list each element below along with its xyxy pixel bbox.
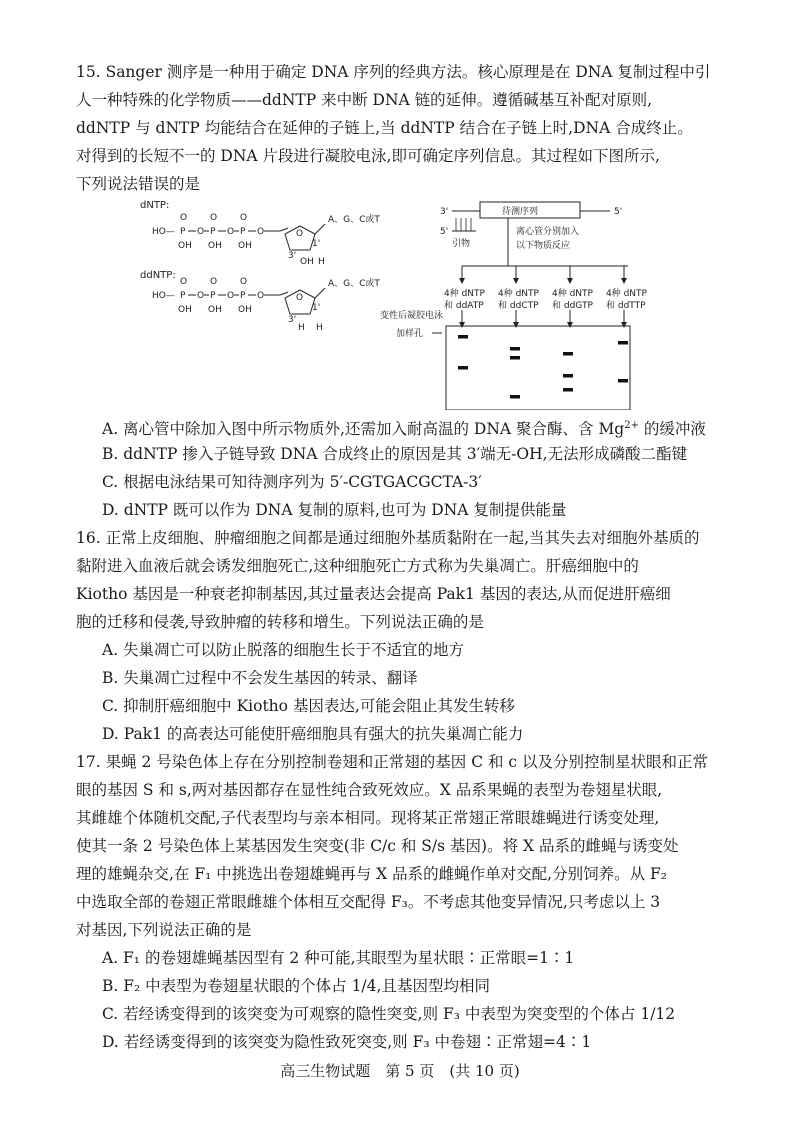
ddntp-label: ddNTP: bbox=[140, 270, 176, 281]
ddntp-bo1: O bbox=[197, 291, 205, 301]
dntp-1prime: 1' bbox=[312, 239, 321, 249]
ddntp-oh1: OH bbox=[178, 305, 192, 315]
page-footer: 高三生物试题 第 5 页 (共 10 页) bbox=[280, 1062, 520, 1080]
dntp-o1: O bbox=[180, 213, 188, 223]
ddntp-3prime: 3' bbox=[288, 315, 297, 325]
q15-line-3: ddNTP 与 dNTP 均能结合在延伸的子链上,当 ddNTP 结合在子链上时,DNA 合成终止。 bbox=[76, 119, 693, 137]
dntp-p1: P bbox=[180, 227, 186, 237]
q15-option-a-text: A. 离心管中除加入图中所示物质外,还需加入耐高温的 DNA 聚合酶、含 Mg bbox=[102, 420, 625, 439]
band-a2 bbox=[458, 366, 468, 370]
primer-5end: 5' bbox=[440, 227, 449, 237]
template-3end: 3' bbox=[440, 207, 449, 217]
band-c1 bbox=[510, 347, 520, 351]
q17-line-2: 眼的基因 S 和 s,两对基因都存在显性纯合致死效应。X 品系果蝇的表型为卷翅星状眼, bbox=[76, 781, 663, 799]
ddntp-o2: O bbox=[210, 277, 218, 287]
dntp-bo2: O bbox=[227, 227, 235, 237]
lane-g-bottom: 和 ddGTP bbox=[552, 301, 593, 311]
q17-line-7: 对基因,下列说法正确的是 bbox=[76, 921, 252, 939]
band-t1 bbox=[618, 341, 628, 345]
q17-line-6: 中选取全部的卷翅正常眼雌雄个体相互交配得 F₃。不考虑其他变异情况,只考虑以上 3 bbox=[76, 893, 661, 911]
sanger-diagram bbox=[140, 196, 660, 410]
ddntp-structure bbox=[152, 277, 380, 333]
dntp-3prime: 3' bbox=[288, 251, 297, 261]
lane-t-bottom: 和 ddTTP bbox=[606, 301, 646, 311]
q16-option-c: C. 抑制肝癌细胞中 Kiotho 基因表达,可能会阻止其发生转移 bbox=[102, 697, 515, 715]
ddntp-oh2: OH bbox=[208, 305, 222, 315]
ddntp-oh3: OH bbox=[238, 305, 252, 315]
ddntp-3h: H bbox=[298, 323, 305, 333]
q15-line-1: 15. Sanger 测序是一种用于确定 DNA 序列的经典方法。核心原理是在 DNA 复制过程中引 bbox=[76, 63, 711, 81]
ddntp-p1: P bbox=[180, 291, 186, 301]
gel-label: 变性后凝胶电泳 bbox=[380, 311, 444, 321]
lane-c-bottom: 和 ddCTP bbox=[498, 301, 539, 311]
ddntp-base: A、G、C或T bbox=[328, 279, 380, 289]
template-strand bbox=[380, 202, 648, 410]
dntp-bo3: O bbox=[257, 227, 265, 237]
band-t2 bbox=[618, 379, 628, 383]
lane-g-top: 4种 dNTP bbox=[552, 289, 593, 299]
q16-option-a: A. 失巢凋亡可以防止脱落的细胞生长于不适宜的地方 bbox=[102, 641, 465, 659]
q15-option-a bbox=[102, 416, 706, 439]
ddntp-ring-o: O bbox=[296, 293, 304, 303]
q17-option-d: D. 若经诱变得到的该突变为隐性致死突变,则 F₃ 中卷翅∶正常翅=4∶1 bbox=[102, 1033, 592, 1051]
q16-option-d: D. Pak1 的高表达可能使肝癌细胞具有强大的抗失巢凋亡能力 bbox=[102, 725, 524, 743]
template-5end: 5' bbox=[614, 207, 623, 217]
q15-line-4: 对得到的长短不一的 DNA 片段进行凝胶电泳,即可确定序列信息。其过程如下图所示, bbox=[76, 147, 660, 165]
q16-line-2: 黏附进入血液后就会诱发细胞死亡,这种细胞死亡方式称为失巢凋亡。肝癌细胞中的 bbox=[76, 557, 639, 575]
band-c2 bbox=[510, 356, 520, 360]
ddntp-1prime: 1' bbox=[312, 303, 321, 313]
dntp-p2: P bbox=[210, 227, 216, 237]
q16-option-b: B. 失巢凋亡过程中不会发生基因的转录、翻译 bbox=[102, 669, 418, 687]
q17-option-b: B. F₂ 中表型为卷翅星状眼的个体占 1/4,且基因型均相同 bbox=[102, 977, 490, 995]
band-a1 bbox=[458, 335, 468, 339]
tube-label: 离心管分别加入 bbox=[516, 227, 580, 237]
well-label: 加样孔 bbox=[396, 329, 424, 339]
q15-option-a-tail: 的缓冲液 bbox=[638, 420, 706, 439]
ddntp-p2: P bbox=[210, 291, 216, 301]
ddntp-bo3: O bbox=[257, 291, 265, 301]
q16-line-1: 16. 正常上皮细胞、肿瘤细胞之间都是通过细胞外基质黏附在一起,当其失去对细胞外基质的 bbox=[76, 529, 700, 547]
dntp-structure bbox=[152, 213, 380, 267]
q16-line-4: 胞的迁移和侵袭,导致肿瘤的转移和增生。下列说法正确的是 bbox=[76, 613, 484, 631]
dntp-oh2: OH bbox=[208, 241, 222, 251]
dntp-oh1: OH bbox=[178, 241, 192, 251]
ddntp-o3: O bbox=[240, 277, 248, 287]
q15-line-2: 人一种特殊的化学物质——ddNTP 来中断 DNA 链的延伸。遵循碱基互补配对原则, bbox=[76, 91, 653, 109]
dntp-label: dNTP: bbox=[140, 200, 170, 211]
ddntp-2h: H bbox=[316, 323, 323, 333]
ddntp-bo2: O bbox=[227, 291, 235, 301]
band-g2 bbox=[563, 374, 573, 378]
q17-line-3: 其雌雄个体随机交配,子代表型均与亲本相同。现将某正常翅正常眼雄蝇进行诱变处理, bbox=[76, 809, 660, 827]
q17-line-4: 使其一条 2 号染色体上某基因发生突变(非 C/c 和 S/s 基因)。将 X 品系的雌蝇与诱变处 bbox=[76, 837, 679, 855]
dntp-3oh: OH bbox=[300, 257, 314, 267]
q15-option-b: B. ddNTP 掺入子链导致 DNA 合成终止的原因是其 3′端无-OH,无法形成磷酸二酯键 bbox=[102, 445, 688, 463]
lane-t-top: 4种 dNTP bbox=[606, 289, 647, 299]
primer-label: 引物 bbox=[452, 239, 471, 249]
lane-a-top: 4种 dNTP bbox=[444, 289, 485, 299]
dntp-2h: H bbox=[318, 257, 325, 267]
lane-a-bottom: 和 ddATP bbox=[444, 301, 484, 311]
dntp-ho: HO— bbox=[152, 227, 175, 237]
dntp-base: A、G、C或T bbox=[328, 215, 380, 225]
band-g1 bbox=[563, 352, 573, 356]
lane-c-top: 4种 dNTP bbox=[498, 289, 539, 299]
ddntp-p3: P bbox=[240, 291, 246, 301]
q16-line-3: Kiotho 基因是一种衰老抑制基因,其过量表达会提高 Pak1 基因的表达,从而促进肝癌细 bbox=[76, 585, 671, 603]
q17-line-5: 理的雄蝇杂交,在 F₁ 中挑选出卷翅雄蝇再与 X 品系的雌蝇作单对交配,分别饲养。从 F₂ bbox=[76, 865, 667, 883]
q17-option-c: C. 若经诱变得到的该突变为可观察的隐性突变,则 F₃ 中表型为突变型的个体占 1/12 bbox=[102, 1005, 676, 1023]
q15-option-d: D. dNTP 既可以作为 DNA 复制的原料,也可为 DNA 复制提供能量 bbox=[102, 501, 567, 519]
dntp-bo1: O bbox=[197, 227, 205, 237]
q15-line-5: 下列说法错误的是 bbox=[76, 175, 201, 193]
dntp-o3: O bbox=[240, 213, 248, 223]
dntp-p3: P bbox=[240, 227, 246, 237]
dntp-ring-o: O bbox=[296, 229, 304, 239]
ddntp-ho: HO— bbox=[152, 291, 175, 301]
band-g3 bbox=[563, 388, 573, 392]
ddntp-o1: O bbox=[180, 277, 188, 287]
dntp-o2: O bbox=[210, 213, 218, 223]
q15-option-c: C. 根据电泳结果可知待测序列为 5′-CGTGACGCTA-3′ bbox=[102, 473, 482, 491]
template-label: 待测序列 bbox=[502, 207, 539, 217]
tube-label-2: 以下物质反应 bbox=[516, 241, 571, 251]
q17-option-a: A. F₁ 的卷翅雄蝇基因型有 2 种可能,其眼型为星状眼∶正常眼=1∶1 bbox=[102, 949, 575, 967]
band-c3 bbox=[510, 395, 520, 399]
q17-line-1: 17. 果蝇 2 号染色体上存在分别控制卷翅和正常翅的基因 C 和 c 以及分别控制星状眼和正常 bbox=[76, 753, 709, 771]
dntp-oh3: OH bbox=[238, 241, 252, 251]
mg-superscript: 2+ bbox=[624, 420, 639, 431]
